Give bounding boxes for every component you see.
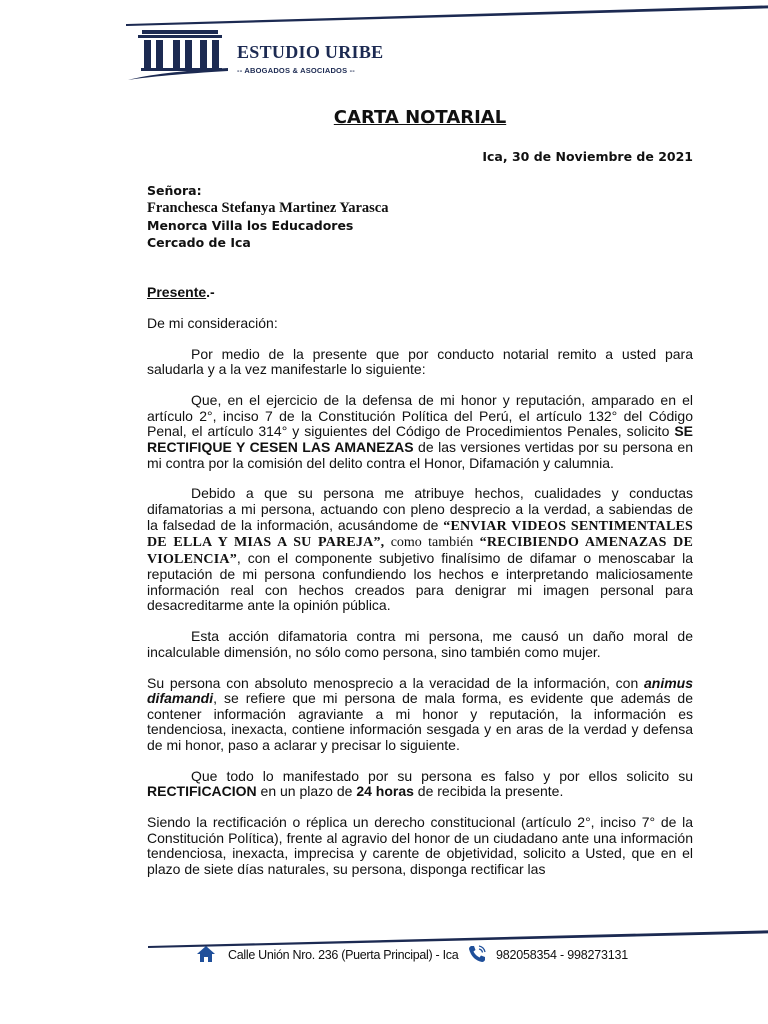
recipient-address-line2: Cercado de Ica [147,235,251,250]
body-paragraph-7: Siendo la rectificación o réplica un derecho constitucional (artículo 2°, inciso 7° de la Constitución Política), frente al agravio del honor de un ciudadano ante una información tendenciosa, inexacta, imprecisa y carente de objetividad, solicito a Usted, que en el plazo de siete días naturales, su persona, disponga rectificar las [147,814,693,877]
columns-building-icon [128,30,228,80]
body-paragraph-3 [147,486,693,614]
p3-text-a: Debido a que su persona me atribuye hechos, cualidades y conductas difamatorias a mi persona, actuando con pleno desprecio a la verdad, a sabiendas de la falsedad de la información, acusándome de [147,485,693,533]
greeting-paragraph: De mi consideración: [147,315,278,331]
document-title: CARTA NOTARIAL [333,107,507,128]
firm-subtitle: -- ABOGADOS & ASOCIADOS -- [237,66,355,75]
header-rule [126,4,768,26]
footer-rule [148,928,768,948]
p6-bold-1: RECTIFICACION [147,783,257,800]
p3-quote-1: “ENVIAR VIDEOS SENTIMENTALES DE ELLA Y MIAS A SU PAREJA”, [147,518,694,551]
letter-body [147,316,693,893]
recipient-salutation: Señora: [147,183,202,198]
p6-text-b: de recibida la presente. [413,783,564,800]
presente-suffix: .- [206,284,215,300]
presente-word: Presente [147,284,207,300]
p2-text-b: de las versiones vertidas por su persona en mi contra por la comisión del delito contra el Honor, Difamación y calumnia. [147,438,693,471]
presente-heading [147,284,215,300]
p3-text-b: , con el componente subjetivo finalísimo de difamar o menoscabar la reputación de mi persona confundiendo los hechos e interpretando maliciosamente información real con hechos creados para denigrar mi imagen personal para desacreditarme ante la opinión pública. [147,549,693,614]
p3-quote-2: “RECIBIENDO AMENAZAS DE VIOLENCIA” [147,535,693,567]
recipient-name: Franchesca Stefanya Martinez Yarasca [147,200,389,216]
p2-text-a: Que, en el ejercicio de la defensa de mi honor y reputación, amparado en el artículo 2°, inciso 7 de la Constitución Política del Perú, el artículo 132° del Código Penal, el artículo 314° y siguientes del Código de Procedimientos Penales, solicito [147,392,693,440]
body-paragraph-2 [147,393,693,471]
home-icon [196,945,216,963]
p5-latin-term: animus difamandi [147,674,693,707]
body-paragraph-4: Esta acción difamatoria contra mi persona, me causó un daño moral de incalculable dimensión, no sólo como persona, sino también como mujer. [147,628,693,660]
footer-address: Calle Unión Nro. 236 (Puerta Principal) - Ica [228,948,459,962]
p6-text-mid: en un plazo de [256,783,357,800]
phone-icon [467,944,487,964]
p6-text-a: Que todo lo manifestado por su persona es falso y por ellos solicito su [191,767,693,784]
p6-bold-2: 24 horas [356,783,414,800]
p2-bold: SE RECTIFIQUE Y CESEN LAS AMANEZAS [147,423,693,455]
body-paragraph-5 [147,676,693,754]
body-paragraph-1: Por medio de la presente que por conducto notarial remito a usted para saludarla y a la vez manifestarle lo siguiente: [147,345,693,378]
p3-text-mid: como también [384,535,480,551]
recipient-address-line1: Menorca Villa los Educadores [147,218,354,233]
body-paragraph-6 [147,769,693,800]
footer-phones: 982058354 - 998273131 [496,948,629,962]
p5-text-b: , se refiere que mi persona de mala forma, es evidente que además de contener información agraviante a mi honor y reputación, la información es tendenciosa, inexacta, contiene información sesgada y en aras de la verdad y defensa de mi honor, paso a aclarar y precisar lo siguiente. [147,690,693,753]
p5-text-a: Su persona con absoluto menosprecio a la veracidad de la información, con [147,674,644,691]
letter-date: Ica, 30 de Noviembre de 2021 [482,149,693,164]
firm-name: ESTUDIO URIBE [237,42,384,62]
